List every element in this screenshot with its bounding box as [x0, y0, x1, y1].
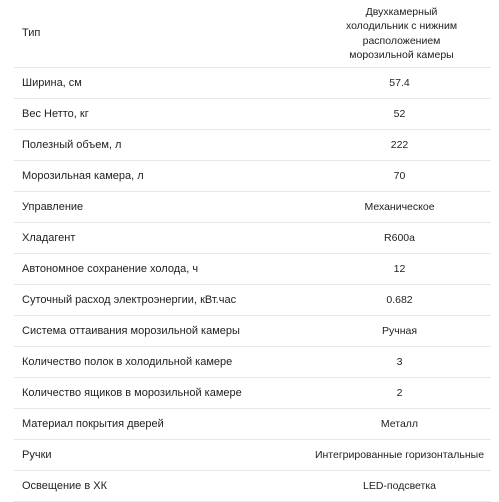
spec-value: 70 — [393, 169, 406, 182]
spec-row-net-weight — [14, 99, 491, 130]
spec-value: Механическое — [364, 200, 435, 213]
spec-value: Ручная — [381, 324, 418, 337]
spec-value: 52 — [393, 107, 406, 120]
spec-key: Ширина, см — [22, 76, 82, 89]
spec-row-door-material — [14, 409, 491, 440]
spec-key: Количество полок в холодильной камере — [22, 355, 233, 368]
spec-value: R600a — [384, 231, 415, 244]
spec-row-handles — [14, 440, 491, 471]
spec-row-refrigerant — [14, 223, 491, 254]
spec-row-freezer — [14, 161, 491, 192]
spec-row-shelves — [14, 347, 491, 378]
spec-value: 57.4 — [389, 76, 410, 89]
spec-row-drawers — [14, 378, 491, 409]
spec-row-type — [14, 0, 491, 68]
spec-value: Интегрированные горизонтальные — [314, 448, 485, 461]
spec-value: LED-подсветка — [362, 479, 437, 492]
spec-value: 3 — [396, 355, 403, 368]
spec-value: Металл — [380, 417, 419, 430]
spec-key: Морозильная камера, л — [22, 169, 144, 182]
specifications-table — [14, 0, 491, 502]
spec-row-autonomous-cold — [14, 254, 491, 285]
spec-key: Суточный расход электроэнергии, кВт.час — [22, 293, 237, 306]
spec-key: Автономное сохранение холода, ч — [22, 262, 199, 275]
spec-value: Двухкамерный холодильник с нижним расположением морозильной камеры — [345, 6, 458, 61]
spec-key: Количество ящиков в морозильной камере — [22, 386, 242, 399]
spec-row-volume — [14, 130, 491, 161]
spec-row-lighting — [14, 471, 491, 502]
spec-key: Ручки — [22, 448, 52, 461]
spec-key: Освещение в ХК — [22, 479, 107, 492]
spec-row-energy — [14, 285, 491, 316]
spec-key: Материал покрытия дверей — [22, 417, 164, 430]
spec-key: Полезный объем, л — [22, 138, 122, 151]
spec-key: Система оттаивания морозильной камеры — [22, 324, 240, 337]
spec-value: 0.682 — [386, 293, 413, 306]
spec-value: 2 — [396, 386, 403, 399]
spec-value: 12 — [393, 262, 406, 275]
spec-key: Управление — [22, 200, 84, 213]
spec-value: 222 — [390, 138, 409, 151]
spec-row-width — [14, 68, 491, 99]
spec-key: Хладагент — [22, 231, 76, 244]
spec-row-control — [14, 192, 491, 223]
spec-key: Вес Нетто, кг — [22, 107, 89, 120]
spec-key: Тип — [22, 27, 41, 40]
spec-row-defrost — [14, 316, 491, 347]
